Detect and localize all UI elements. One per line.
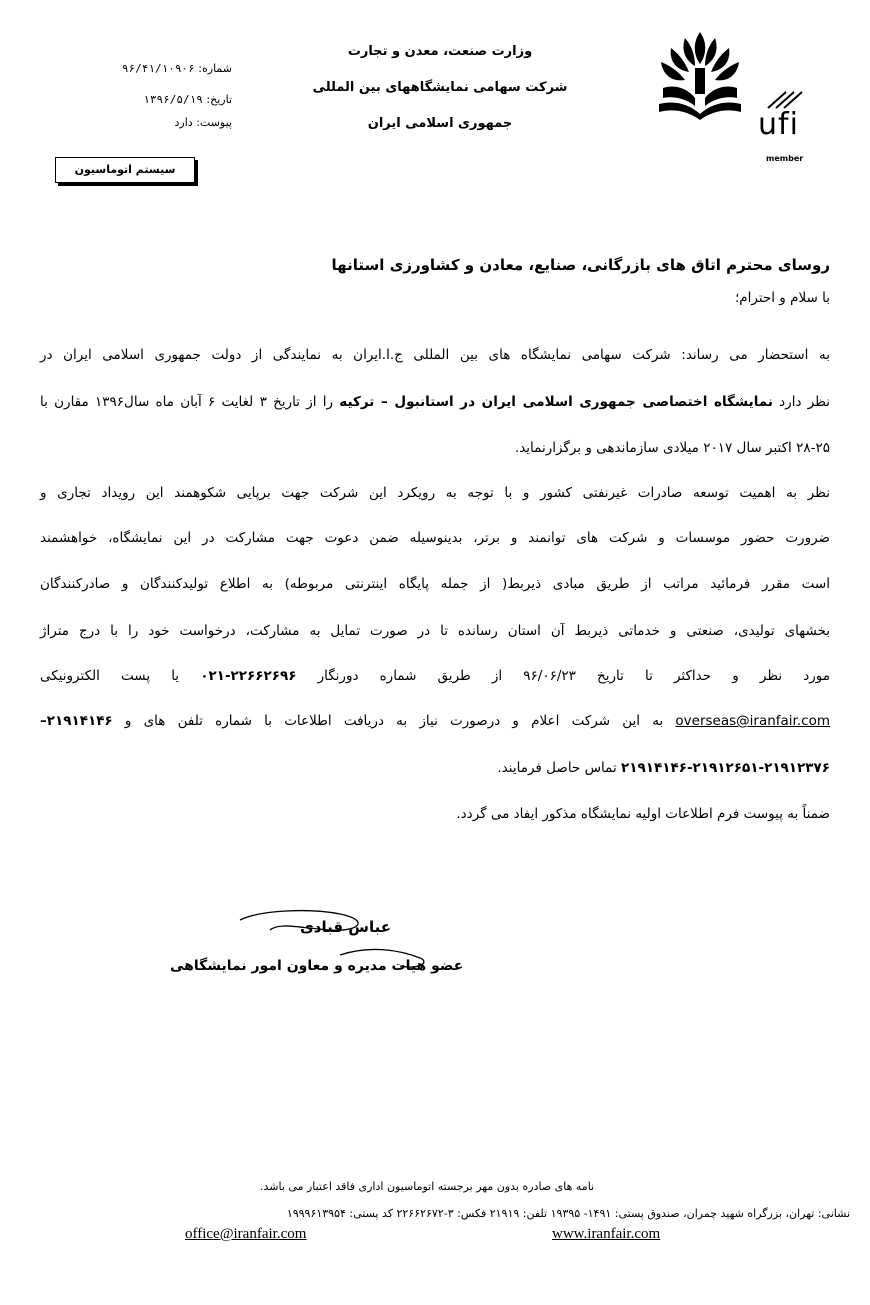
overseas-email-link[interactable]: overseas@iranfair.com	[675, 713, 830, 729]
footer-note: نامه های صادره بدون مهر برجسته اتوماسیون اداری فاقد اعتبار می باشد.	[260, 1180, 595, 1193]
paragraph-2-line-3: است مقرر فرمائید مراتب از طریق مبادی ذیربط( از جمله پایگاه اینترنتی مربوطه) به اطلاع تولیدکنندگان و صادرکنندگان	[40, 576, 830, 592]
paragraph-1-line-2: نظر دارد نمایشگاه اختصاصی جمهوری اسلامی ایران در استانبول – ترکیه را از تاریخ ۳ لغایت ۶ آبان ماه سال۱۳۹۶ مقارن با	[40, 394, 831, 410]
footer-website-link[interactable]: www.iranfair.com	[552, 1226, 661, 1242]
footer-email-link[interactable]: office@iranfair.com	[185, 1226, 307, 1242]
paragraph-1-line-3: ۲۸-۲۵ اکتبر سال ۲۰۱۷ میلادی سازماندهی و برگزارنماید.	[514, 440, 830, 456]
ufi-logo-text: ufi	[758, 107, 799, 142]
number-label: شماره:	[198, 62, 232, 75]
phone-numbers: ۲۱۹۱۴۱۴۶-۲۱۹۱۲۶۵۱-۲۱۹۱۲۳۷۶	[621, 760, 830, 776]
signatory-name: عباس قبادی	[300, 918, 391, 936]
recipient-heading: روسای محترم اتاق های بازرگانی، صنایع، معادن و کشاورزی استانها	[331, 256, 830, 274]
iranfair-logo	[655, 28, 745, 120]
country-name: جمهوری اسلامی ایران	[367, 116, 513, 131]
letter-date	[110, 93, 232, 106]
ministry-name: وزارت صنعت، معدن و تجارت	[347, 44, 533, 59]
phone-number-1: ۲۱۹۱۴۱۴۶–	[40, 713, 113, 729]
closing-note: ضمناً به پیوست فرم اطلاعات اولیه نمایشگاه مذکور ایفاد می گردد.	[456, 806, 830, 822]
paragraph-2-line-2: ضرورت حضور موسسات و شرکت های توانمند و برتر، بدینوسیله ضمن دعوت جهت مشارکت در این نمایشگاه، خواهشمند	[40, 530, 830, 546]
attachment-value: دارد	[174, 116, 193, 129]
date-label: تاریخ:	[206, 93, 232, 106]
paragraph-2-line-5: مورد نظر و حداکثر تا تاریخ ۹۶/۰۶/۲۳ از طریق شماره دورنگار ۲۲۶۶۲۶۹۶-۰۲۱ یا پست الکترونیکی	[40, 668, 831, 684]
paragraph-2-line-7: ۲۱۹۱۴۱۴۶-۲۱۹۱۲۶۵۱-۲۱۹۱۲۳۷۶ تماس حاصل فرمایند.	[497, 760, 830, 776]
attachment-label: پیوست:	[196, 116, 232, 129]
paragraph-1-line-1: به استحضار می رساند: شرکت سهامی نمایشگاه های بین المللی ج.ا.ایران به نمایندگی از دولت جمهوری اسلامی ایران در	[40, 347, 830, 363]
footer-address: نشانی: تهران، بزرگراه شهید چمران، صندوق پستی: ۱۴۹۱- ۱۹۳۹۵ تلفن: ۲۱۹۱۹ فکس: ۳-۲۲۶۶۲۶۷۲ کد پستی: ۱۹۹۹۶۱۳۹۵۴	[286, 1207, 850, 1220]
date-value: ۱۳۹۶/۵/۱۹	[143, 93, 203, 106]
company-name: شرکت سهامی نمایشگاههای بین المللی	[312, 80, 568, 95]
paragraph-2-line-6: overseas@iranfair.com به این شرکت اعلام و درصورت نیاز به دریافت اطلاعات با شماره تلفن های و ۲۱۹۱۴۱۴۶–	[40, 713, 830, 729]
paragraph-2-line-1: نظر به اهمیت توسعه صادرات غیرنفتی کشور و با توجه به رویکرد این شرکت جهت برپایی شکوهمند این رویداد تجاری و	[40, 485, 830, 501]
ufi-member-label: member	[766, 154, 804, 163]
automation-stamp: سیستم اتوماسیون	[55, 157, 195, 183]
paragraph-2-line-4: بخشهای تولیدی، صنعتی و خدماتی ذیربط آن استان رسانده تا در صورت تمایل به مشارکت، درخواست خود را با درج متراژ	[40, 623, 830, 639]
letter-number	[110, 62, 232, 75]
fax-number: ۲۲۶۶۲۶۹۶-۰۲۱	[200, 668, 297, 684]
signatory-title: عضو هیات مدیره و معاون امور نمایشگاهی	[170, 958, 464, 974]
exhibition-name: نمایشگاه اختصاصی جمهوری اسلامی ایران در استانبول – ترکیه	[339, 394, 773, 410]
letter-attachment	[110, 116, 232, 129]
greeting: با سلام و احترام؛	[734, 290, 830, 306]
number-value: ۹۶/۴۱/۱۰۹۰۶	[121, 62, 195, 75]
